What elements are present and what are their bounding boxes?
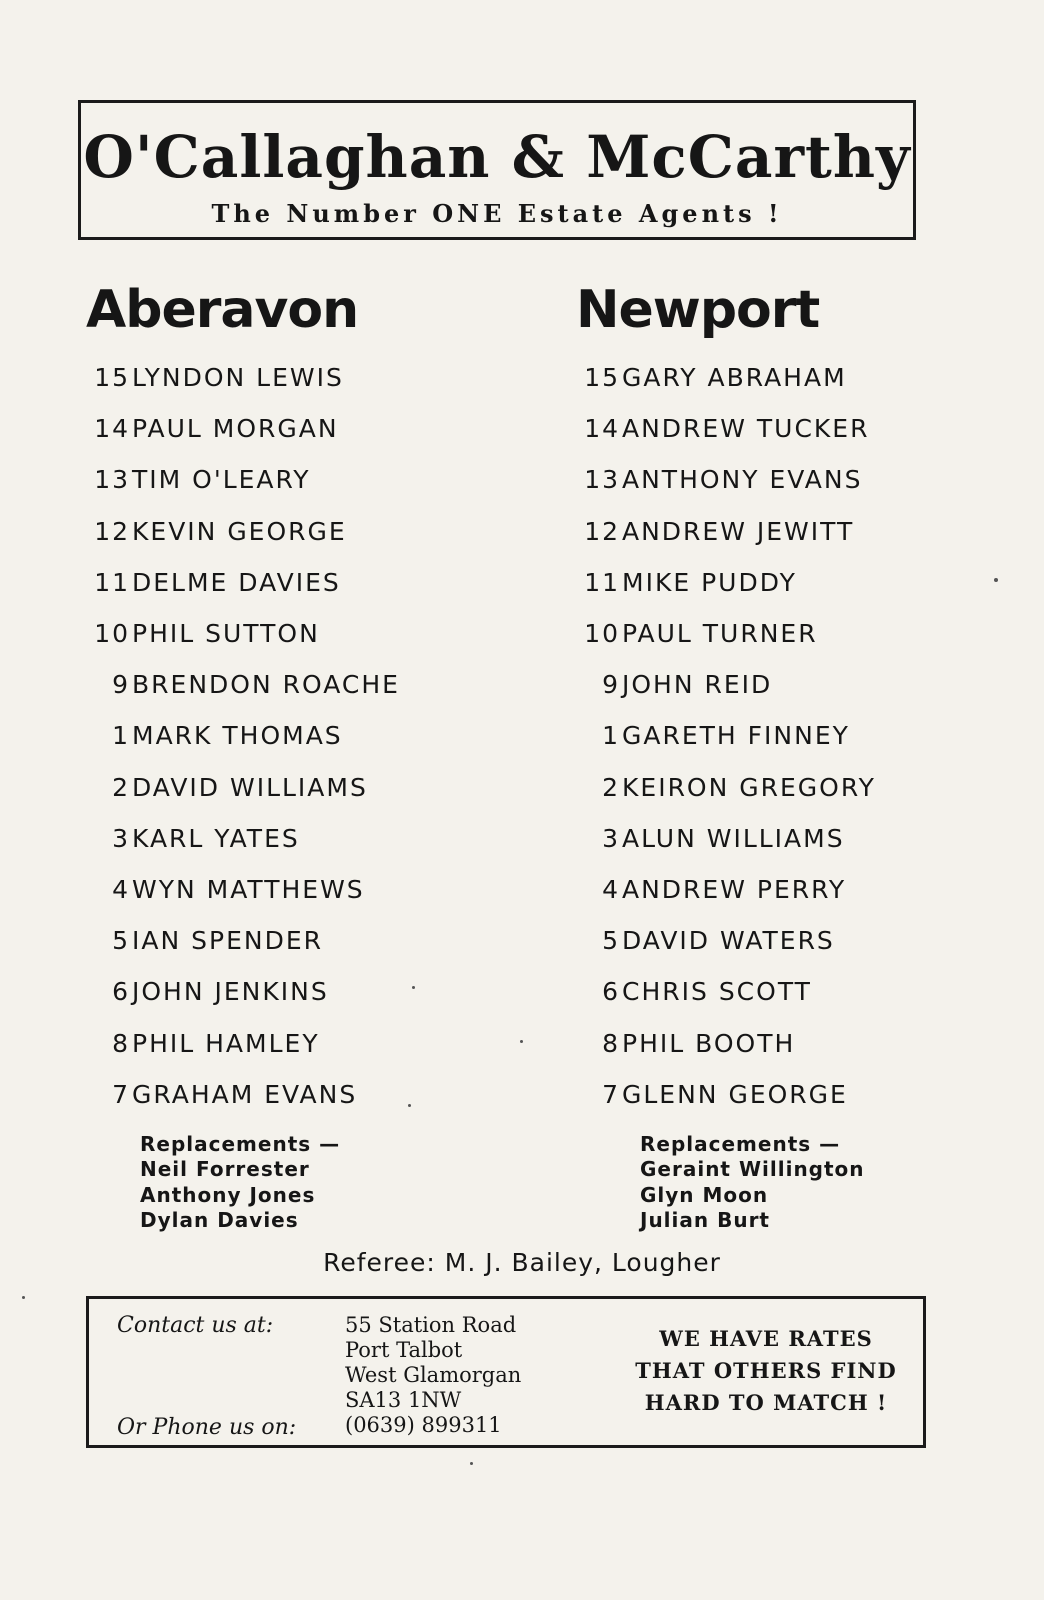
print-speck bbox=[470, 1462, 473, 1465]
home-team-lineup bbox=[86, 352, 526, 1120]
player-name: BRENDON ROACHE bbox=[132, 670, 400, 700]
away-player-row bbox=[576, 762, 1016, 813]
player-number: 15 bbox=[94, 363, 130, 393]
address-line: 55 Station Road bbox=[345, 1313, 517, 1337]
home-player-row bbox=[86, 608, 526, 659]
away-player-row bbox=[576, 403, 1016, 454]
away-team-column bbox=[576, 280, 1016, 1234]
slogan-line: WE HAVE RATES bbox=[659, 1326, 873, 1351]
contact-address bbox=[345, 1313, 521, 1438]
home-replacements bbox=[140, 1132, 526, 1234]
advert-company-name: O'Callaghan & McCarthy bbox=[83, 123, 911, 191]
home-player-row bbox=[86, 966, 526, 1017]
home-player-row bbox=[86, 352, 526, 403]
home-player-row bbox=[86, 915, 526, 966]
away-player-row bbox=[576, 506, 1016, 557]
away-player-row bbox=[576, 659, 1016, 710]
player-name: TIM O'LEARY bbox=[132, 465, 311, 495]
away-player-row bbox=[576, 710, 1016, 761]
print-speck bbox=[412, 986, 415, 989]
address-line: SA13 1NW bbox=[345, 1388, 462, 1412]
player-number: 12 bbox=[584, 516, 620, 546]
player-name: PAUL TURNER bbox=[622, 619, 818, 649]
away-replacements-label: Replacements — bbox=[640, 1131, 841, 1156]
advert-slogan bbox=[621, 1323, 911, 1419]
print-speck bbox=[520, 1040, 523, 1043]
phone-label: Or Phone us on: bbox=[117, 1415, 297, 1440]
player-name: MIKE PUDDY bbox=[622, 567, 797, 597]
player-name: ALUN WILLIAMS bbox=[622, 823, 845, 853]
player-number: 10 bbox=[584, 619, 620, 649]
home-player-row bbox=[86, 864, 526, 915]
player-name: KEVIN GEORGE bbox=[132, 516, 347, 546]
away-player-row bbox=[576, 864, 1016, 915]
home-player-row bbox=[86, 659, 526, 710]
away-replacement: Geraint Willington bbox=[640, 1157, 865, 1182]
print-speck bbox=[408, 1104, 411, 1107]
player-name: GARETH FINNEY bbox=[622, 721, 850, 751]
advert-banner bbox=[78, 100, 916, 240]
player-name: GRAHAM EVANS bbox=[132, 1079, 358, 1109]
away-replacement: Glyn Moon bbox=[640, 1182, 769, 1207]
home-replacement: Anthony Jones bbox=[140, 1182, 316, 1207]
away-replacement: Julian Burt bbox=[640, 1208, 770, 1233]
player-name: KARL YATES bbox=[132, 823, 300, 853]
player-number: 10 bbox=[94, 619, 130, 649]
player-number: 14 bbox=[584, 414, 620, 444]
away-player-row bbox=[576, 608, 1016, 659]
player-number: 13 bbox=[94, 465, 130, 495]
away-player-row bbox=[576, 454, 1016, 505]
player-number: 14 bbox=[94, 414, 130, 444]
player-number: 4 bbox=[602, 874, 620, 904]
away-team-name: Newport bbox=[576, 280, 820, 340]
contact-label: Contact us at: bbox=[117, 1313, 274, 1338]
player-number: 2 bbox=[602, 772, 620, 802]
phone-number: (0639) 899311 bbox=[345, 1413, 502, 1437]
player-name: WYN MATTHEWS bbox=[132, 874, 365, 904]
slogan-line: THAT OTHERS FIND bbox=[635, 1358, 897, 1383]
player-number: 5 bbox=[602, 926, 620, 956]
player-number: 13 bbox=[584, 465, 620, 495]
player-name: ANDREW PERRY bbox=[622, 874, 847, 904]
player-number: 5 bbox=[112, 926, 130, 956]
home-player-row bbox=[86, 710, 526, 761]
player-number: 6 bbox=[602, 977, 620, 1007]
print-speck bbox=[22, 1296, 25, 1299]
player-number: 9 bbox=[112, 670, 130, 700]
player-name: GLENN GEORGE bbox=[622, 1079, 848, 1109]
player-name: DELME DAVIES bbox=[132, 567, 341, 597]
away-player-row bbox=[576, 1069, 1016, 1120]
player-number: 11 bbox=[584, 567, 620, 597]
player-number: 1 bbox=[602, 721, 620, 751]
player-name: GARY ABRAHAM bbox=[622, 363, 847, 393]
home-player-row bbox=[86, 403, 526, 454]
away-team-lineup bbox=[576, 352, 1016, 1120]
home-player-row bbox=[86, 506, 526, 557]
address-line: Port Talbot bbox=[345, 1338, 463, 1362]
player-number: 2 bbox=[112, 772, 130, 802]
player-name: MARK THOMAS bbox=[132, 721, 343, 751]
player-name: PAUL MORGAN bbox=[132, 414, 339, 444]
player-name: ANDREW TUCKER bbox=[622, 414, 870, 444]
player-name: PHIL HAMLEY bbox=[132, 1028, 320, 1058]
away-player-row bbox=[576, 915, 1016, 966]
player-name: LYNDON LEWIS bbox=[132, 363, 344, 393]
home-player-row bbox=[86, 557, 526, 608]
player-number: 8 bbox=[112, 1028, 130, 1058]
contact-advert bbox=[86, 1296, 926, 1448]
home-player-row bbox=[86, 762, 526, 813]
player-name: PHIL SUTTON bbox=[132, 619, 320, 649]
player-name: ANDREW JEWITT bbox=[622, 516, 855, 546]
away-player-row bbox=[576, 813, 1016, 864]
player-number: 4 bbox=[112, 874, 130, 904]
player-name: JOHN JENKINS bbox=[132, 977, 329, 1007]
away-player-row bbox=[576, 557, 1016, 608]
home-replacement: Dylan Davies bbox=[140, 1208, 299, 1233]
player-name: DAVID WATERS bbox=[622, 926, 835, 956]
away-player-row bbox=[576, 1017, 1016, 1068]
player-number: 12 bbox=[94, 516, 130, 546]
home-player-row bbox=[86, 1069, 526, 1120]
player-number: 15 bbox=[584, 363, 620, 393]
player-name: ANTHONY EVANS bbox=[622, 465, 863, 495]
player-number: 7 bbox=[112, 1079, 130, 1109]
home-replacement: Neil Forrester bbox=[140, 1157, 310, 1182]
home-team-name: Aberavon bbox=[86, 280, 359, 340]
player-number: 7 bbox=[602, 1079, 620, 1109]
print-speck bbox=[994, 578, 998, 582]
advert-tagline: The Number ONE Estate Agents ! bbox=[211, 199, 783, 228]
player-name: JOHN REID bbox=[622, 670, 773, 700]
player-number: 1 bbox=[112, 721, 130, 751]
home-player-row bbox=[86, 1017, 526, 1068]
address-line: West Glamorgan bbox=[345, 1363, 522, 1387]
home-player-row bbox=[86, 813, 526, 864]
player-name: DAVID WILLIAMS bbox=[132, 772, 368, 802]
away-player-row bbox=[576, 966, 1016, 1017]
player-number: 8 bbox=[602, 1028, 620, 1058]
home-replacements-label: Replacements — bbox=[140, 1131, 341, 1156]
player-number: 6 bbox=[112, 977, 130, 1007]
player-number: 9 bbox=[602, 670, 620, 700]
home-player-row bbox=[86, 454, 526, 505]
player-number: 3 bbox=[602, 823, 620, 853]
away-replacements bbox=[640, 1132, 1016, 1234]
player-name: IAN SPENDER bbox=[132, 926, 323, 956]
player-number: 11 bbox=[94, 567, 130, 597]
player-name: PHIL BOOTH bbox=[622, 1028, 796, 1058]
referee-line: Referee: M. J. Bailey, Lougher bbox=[323, 1248, 721, 1277]
home-team-column bbox=[86, 280, 526, 1234]
player-name: CHRIS SCOTT bbox=[622, 977, 812, 1007]
slogan-line: HARD TO MATCH ! bbox=[644, 1390, 888, 1415]
away-player-row bbox=[576, 352, 1016, 403]
player-name: KEIRON GREGORY bbox=[622, 772, 876, 802]
player-number: 3 bbox=[112, 823, 130, 853]
